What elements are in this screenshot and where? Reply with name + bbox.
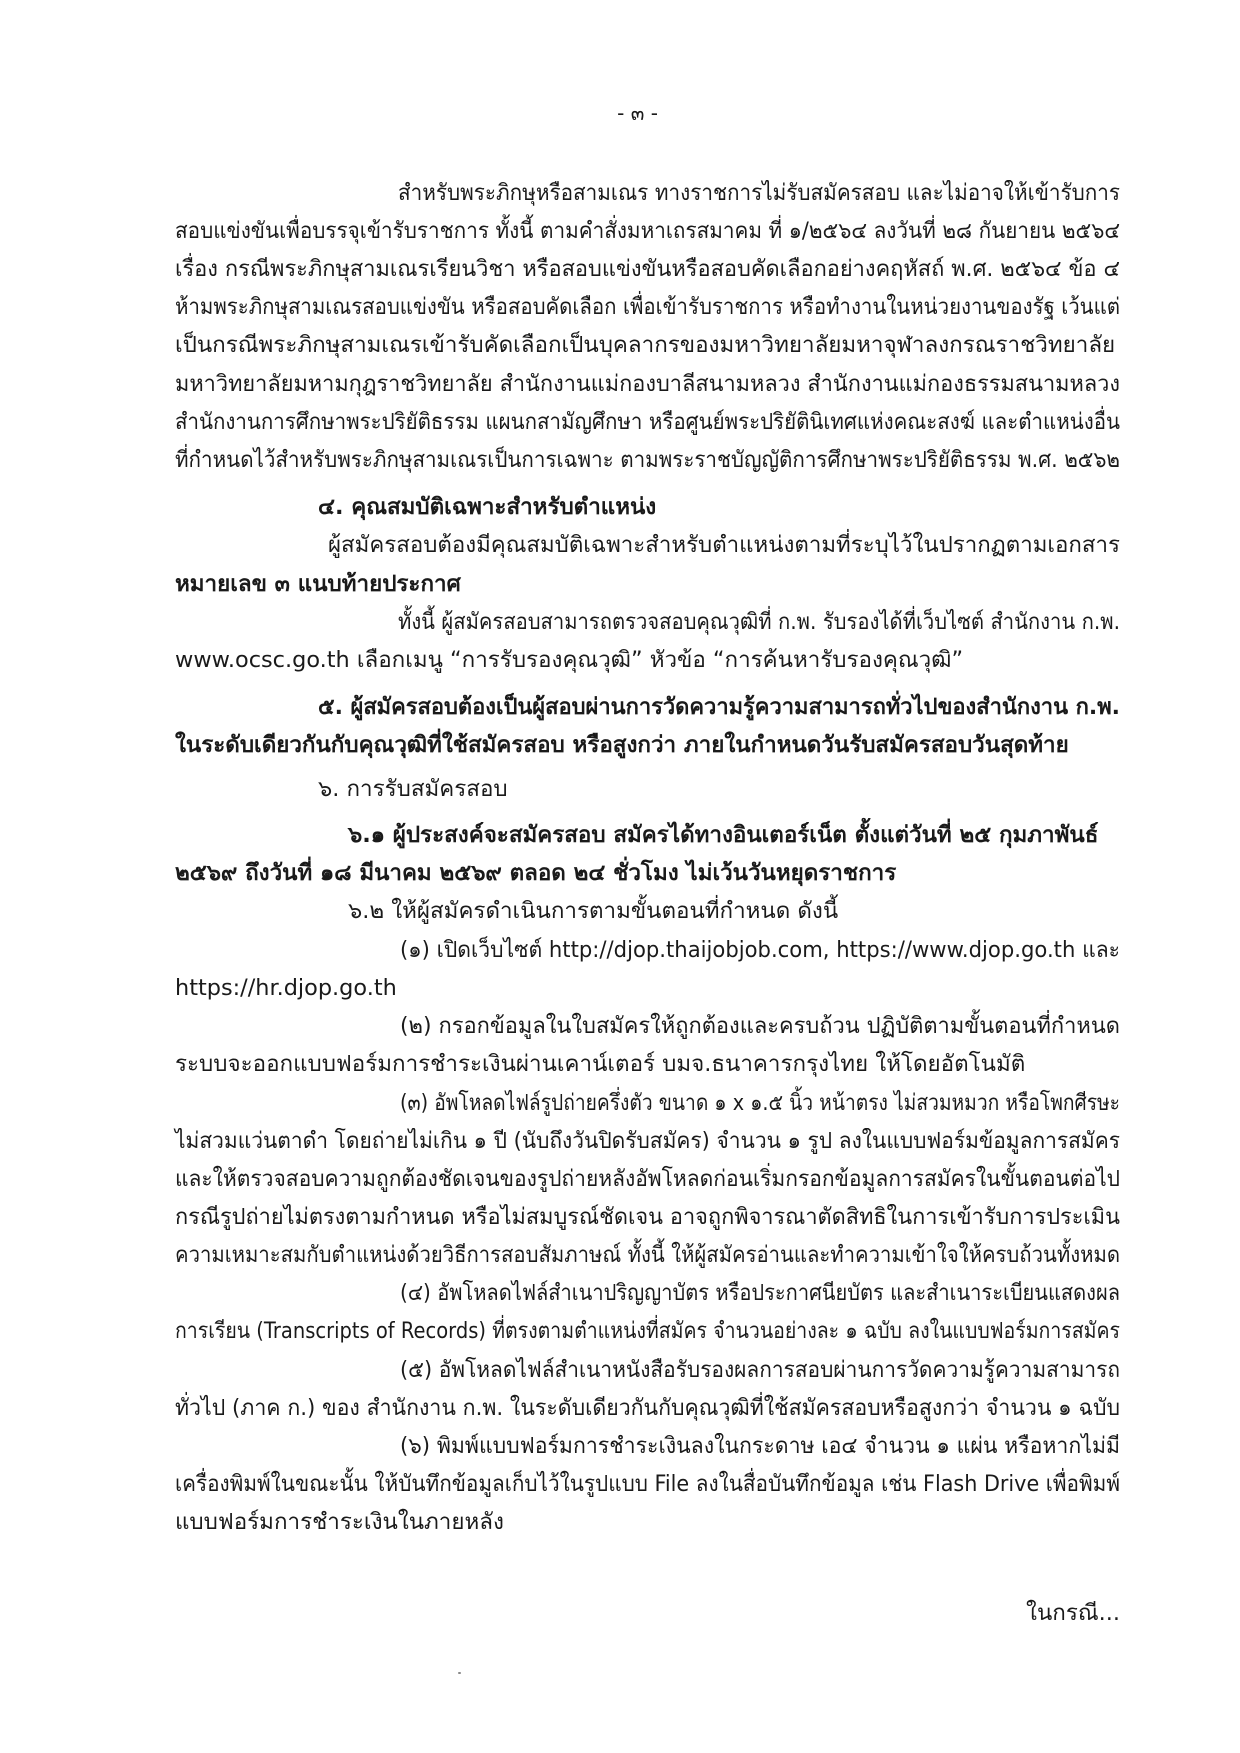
- text-line: ในระดับเดียวกันกับคุณวุฒิที่ใช้สมัครสอบ หรือสูงกว่า ภายในกำหนดวันรับสมัครสอบวันสุดท้าย: [175, 732, 1069, 758]
- text-line: กรณีรูปถ่ายไม่ตรงตามกำหนด หรือไม่สมบูรณ์ชัดเจน อาจถูกพิจารณาตัดสิทธิในการเข้ารับการประเมิน: [175, 1204, 1120, 1230]
- text-line: สำนักงานการศึกษาพระปริยัติธรรม แผนกสามัญศึกษา หรือศูนย์พระปริยัตินิเทศแห่งคณะสงฆ์ และตำแหน่งอื่น: [175, 409, 1120, 435]
- text-line: ๔. คุณสมบัติเฉพาะสำหรับตำแหน่ง: [318, 494, 657, 520]
- text-line: สอบแข่งขันเพื่อบรรจุเข้ารับราชการ ทั้งนี้ ตามคำสั่งมหาเถรสมาคม ที่ ๑/๒๕๖๔ ลงวันที่ ๒๘ กันยายน ๒๕๖๔: [175, 218, 1120, 244]
- text-line: แบบฟอร์มการชำระเงินในภายหลัง: [175, 1509, 504, 1535]
- text-line: ๒๕๖๙ ถึงวันที่ ๑๘ มีนาคม ๒๕๖๙ ตลอด ๒๔ ชั่วโมง ไม่เว้นวันหยุดราชการ: [175, 860, 897, 886]
- text-line: ระบบจะออกแบบฟอร์มการชำระเงินผ่านเคาน์เตอร์ บมจ.ธนาคารกรุงไทย ให้โดยอัตโนมัติ: [175, 1051, 1026, 1077]
- text-line: (๔) อัพโหลดไฟล์สำเนาปริญญาบัตร หรือประกาศนียบัตร และสำเนาระเบียนแสดงผล: [400, 1280, 1120, 1306]
- text-line: ที่กำหนดไว้สำหรับพระภิกษุสามเณรเป็นการเฉพาะ ตามพระราชบัญญัติการศึกษาพระปริยัติธรรม พ.ศ. ๒๕๖๒: [175, 447, 1120, 473]
- text-line: มหาวิทยาลัยมหามกุฎราชวิทยาลัย สำนักงานแม่กองบาลีสนามหลวง สำนักงานแม่กองธรรมสนามหลวง: [175, 371, 1120, 397]
- text-line: (๖) พิมพ์แบบฟอร์มการชำระเงินลงในกระดาษ เอ๔ จำนวน ๑ แผ่น หรือหากไม่มี: [400, 1433, 1120, 1459]
- text-line: และให้ตรวจสอบความถูกต้องชัดเจนของรูปถ่ายหลังอัพโหลดก่อนเริ่มกรอกข้อมูลการสมัครในขั้นตอนต่อไป: [175, 1166, 1120, 1192]
- text-line: ไม่สวมแว่นตาดำ โดยถ่ายไม่เกิน ๑ ปี (นับถึงวันปิดรับสมัคร) จำนวน ๑ รูป ลงในแบบฟอร์มข้อมูลการสมัคร: [175, 1128, 1120, 1154]
- text-line: (๓) อัพโหลดไฟล์รูปถ่ายครึ่งตัว ขนาด ๑ x ๑.๕ นิ้ว หน้าตรง ไม่สวมหมวก หรือโพกศีรษะ: [400, 1090, 1120, 1116]
- text-line: เครื่องพิมพ์ในขณะนั้น ให้บันทึกข้อมูลเก็บไว้ในรูปแบบ File ลงในสื่อบันทึกข้อมูล เช่น Flash Drive เพื่อพิมพ์: [175, 1471, 1120, 1497]
- text-line: ๖. การรับสมัครสอบ: [318, 776, 508, 802]
- text-line: หมายเลข ๓ แนบท้ายประกาศ: [175, 571, 461, 597]
- text-line: ทั่วไป (ภาค ก.) ของ สำนักงาน ก.พ. ในระดับเดียวกันกับคุณวุฒิที่ใช้สมัครสอบหรือสูงกว่า จำนวน ๑ ฉบับ: [175, 1395, 1120, 1421]
- text-line: (๑) เปิดเว็บไซต์ http://djop.thaijobjob.com, https://www.djop.go.th และ: [400, 937, 1120, 963]
- text-line: (๒) กรอกข้อมูลในใบสมัครให้ถูกต้องและครบถ้วน ปฏิบัติตามขั้นตอนที่กำหนด: [400, 1013, 1120, 1039]
- text-line: เรื่อง กรณีพระภิกษุสามเณรเรียนวิชา หรือสอบแข่งขันหรือสอบคัดเลือกอย่างคฤหัสถ์ พ.ศ. ๒๕๖๔ ข้อ ๔: [175, 256, 1120, 282]
- text-line: ทั้งนี้ ผู้สมัครสอบสามารถตรวจสอบคุณวุฒิที่ ก.พ. รับรองได้ที่เว็บไซต์ สำนักงาน ก.พ.: [398, 609, 1120, 635]
- text-line: ๖.๑ ผู้ประสงค์จะสมัครสอบ สมัครได้ทางอินเตอร์เน็ต ตั้งแต่วันที่ ๒๕ กุมภาพันธ์: [348, 822, 1099, 848]
- text-line: ผู้สมัครสอบต้องมีคุณสมบัติเฉพาะสำหรับตำแหน่งตามที่ระบุไว้ในปรากฏตามเอกสาร: [328, 532, 1120, 558]
- text-line: เป็นกรณีพระภิกษุสามเณรเข้ารับคัดเลือกเป็นบุคลากรของมหาวิทยาลัยมหาจุฬาลงกรณราชวิทยาลัย: [175, 332, 1116, 358]
- continuation-marker: ในกรณี...: [1026, 1600, 1120, 1626]
- text-line: สำหรับพระภิกษุหรือสามเณร ทางราชการไม่รับสมัครสอบ และไม่อาจให้เข้ารับการ: [398, 180, 1120, 206]
- text-line: ความเหมาะสมกับตำแหน่งด้วยวิธีการสอบสัมภาษณ์ ทั้งนี้ ให้ผู้สมัครอ่านและทำความเข้าใจให้ครบถ้วนทั้งหมด: [175, 1242, 1120, 1268]
- text-line: https://hr.djop.go.th: [175, 975, 397, 1001]
- text-line: การเรียน (Transcripts of Records) ที่ตรงตามตำแหน่งที่สมัคร จำนวนอย่างละ ๑ ฉบับ ลงในแบบฟอร์มการสมัคร: [175, 1318, 1120, 1344]
- text-line: ห้ามพระภิกษุสามเณรสอบแข่งขัน หรือสอบคัดเลือก เพื่อเข้ารับราชการ หรือทำงานในหน่วยงานของรัฐ เว้นแต่: [175, 294, 1120, 320]
- text-line: (๕) อัพโหลดไฟล์สำเนาหนังสือรับรองผลการสอบผ่านการวัดความรู้ความสามารถ: [400, 1357, 1120, 1383]
- scan-speck: [458, 1672, 461, 1674]
- text-line: www.ocsc.go.th เลือกเมนู “การรับรองคุณวุฒิ” หัวข้อ “การค้นหารับรองคุณวุฒิ”: [175, 647, 964, 673]
- text-line: ๕. ผู้สมัครสอบต้องเป็นผู้สอบผ่านการวัดความรู้ความสามารถทั่วไปของสำนักงาน ก.พ.: [318, 694, 1120, 720]
- text-line: ๖.๒ ให้ผู้สมัครดำเนินการตามขั้นตอนที่กำหนด ดังนี้: [348, 898, 839, 924]
- page-number: - ๓ -: [617, 101, 658, 125]
